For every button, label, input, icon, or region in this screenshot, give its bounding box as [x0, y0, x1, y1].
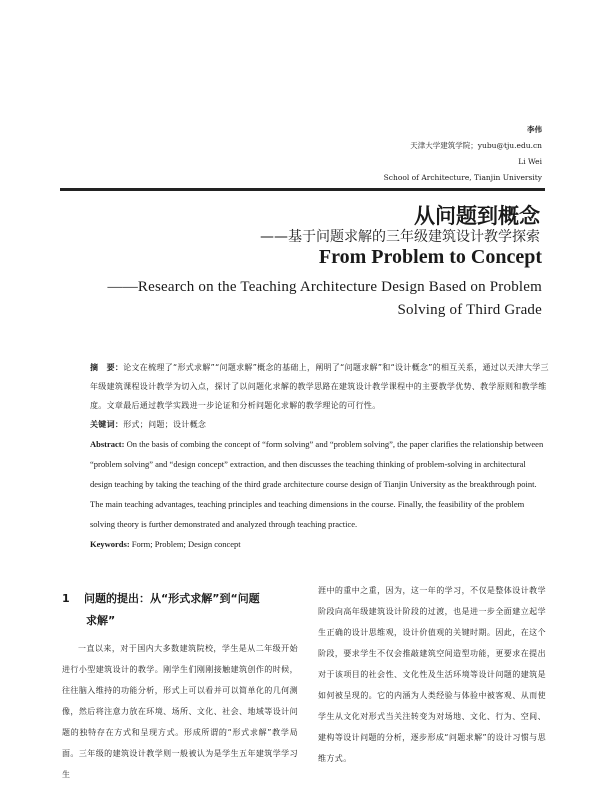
abstract-cn: [90, 358, 550, 415]
title-en: From Problem to Concept: [318, 246, 542, 268]
keywords-cn: [90, 415, 550, 434]
section-1-paragraph-right: 涯中的重中之重，因为，这一年的学习，不仅是整体设计教学阶段向高年级建筑设计阶段的过渡，也是进一步全面建立起学生正确的设计思维观，设计价值观的关键时期。因此，在这个阶段，要求学生不仅会推敲建筑空间造型功能，更要求在提出对于该项目的社会性、文化性及生活环境等设计问题的建筑是如何被呈现的。它的内涵为人类经验与体验中被客观、从而使学生从文化对形式当关注转变为对场地、文化、行为、空间、建构等设计问题的分析，逐步形成“问题求解”的设计习惯与思维方式。: [318, 586, 546, 763]
subtitle-en: ——Research on the Teaching Architecture Design Based on Problem Solving of Third Grade: [107, 279, 542, 318]
abstract-cn-label: 摘 要：: [90, 363, 124, 372]
author-affiliation-cn: 天津大学建筑学院；yubu@tju.edu.cn: [410, 141, 542, 150]
keywords-en: [90, 534, 550, 554]
author-name-en: Li Wei: [518, 157, 542, 166]
author-name-cn: 李伟: [527, 125, 542, 134]
author-block: [384, 122, 542, 186]
abstract-cn-text: 论文在梳理了“形式求解”“问题求解”概念的基础上，阐明了“问题求解”和“设计概念”的相互关系，通过以天津大学三年级建筑课程设计教学为切入点，探讨了以问题化求解的教学思路在建筑设计教学课程中的主要教学优势、教学原则和教学维度。文章最后通过教学实践进一步论证和分析问题化求解的教学理论的可行性。: [90, 363, 549, 410]
column-right: [318, 580, 546, 769]
keywords-cn-text: 形式；问题；设计概念: [123, 420, 207, 429]
section-1-number: 1: [62, 592, 70, 605]
section-1-heading-line1: 问题的提出：从“形式求解”到“问题: [84, 592, 260, 605]
abstract-en-text: On the basis of combing the concept of “form solving” and “problem solving”, the paper clarifies the relationship between “problem solving” and “design concept” extraction, and then discusses the teaching thinking of problem-solving in architectural design teaching by taking the teaching of the third grade architecture course design of Tianjin University as the breakthrough point. The main teaching advantages, teaching principles and teaching dimensions in the course. Finally, the feasibility of the problem solving theory is further demonstrated and analyzed through teaching practice.: [90, 439, 544, 529]
keywords-cn-label: 关键词：: [90, 420, 124, 429]
title-cn: 从问题到概念: [414, 204, 540, 228]
header-rule: [60, 188, 545, 191]
abstract-block: [90, 358, 550, 554]
abstract-en: [90, 434, 550, 534]
keywords-en-text: Form; Problem; Design concept: [131, 539, 241, 549]
column-left: [62, 588, 298, 785]
author-affiliation-en: School of Architecture, Tianjin University: [383, 173, 542, 182]
section-1-paragraph-left: 一直以来，对于国内大多数建筑院校，学生是从二年级开始进行小型建筑设计的教学。刚学生们刚刚接触建筑创作的时候，往往脑入维持的功能分析，形式上可以看并可以简单化的几何测像，然后将注意力放在环境、场所、文化、社会、地域等设计问题的独特存在方式和呈现方式。形成所谓的“形式求解”教学局面。三年级的建筑设计教学则一般被认为是学生五年建筑学学习生: [62, 644, 298, 779]
subtitle-cn: ——基于问题求解的三年级建筑设计教学探索: [260, 229, 540, 245]
keywords-en-label: Keywords:: [90, 539, 130, 549]
abstract-en-label: Abstract:: [90, 439, 125, 449]
section-1-heading: [62, 588, 298, 632]
section-1-heading-line2: 求解”: [86, 614, 116, 627]
